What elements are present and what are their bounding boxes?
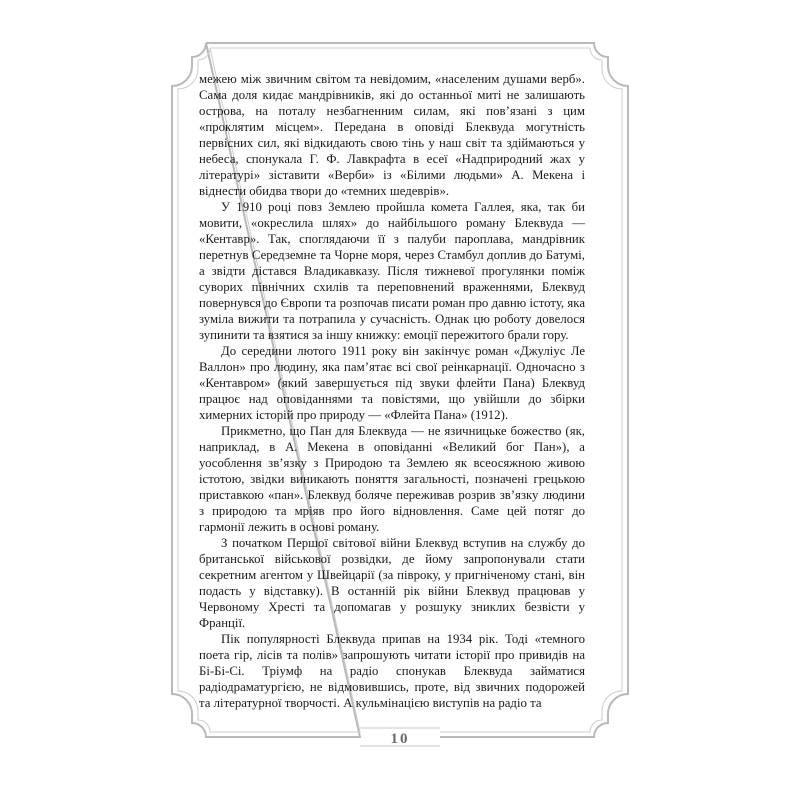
- body-text: [199, 71, 585, 711]
- paragraph: У 1910 році повз Землею пройшла комета Галлея, яка, так би мовити, «окреслила шлях» до найбільшого роману Блеквуда — «Кентавр». Так, споглядаючи її з палуби пароплава, мандрівник перетнув Середземне та Чорне моря, через Стамбул доплив до Батумі, а звідти дістався Владикавказу. Після тижневої прогулянки поміж суворих північних схилів та переповнений враженнями, Блеквуд повернувся до Європи та розпочав писати роман про давню істоту, яка зуміла вижити та потрапила у сучасність. Однак цю роботу довелося зупинити та взятися за іншу книжку: емоції пережитого брали гору.: [199, 200, 585, 342]
- paragraph: Пік популярності Блеквуда припав на 1934 рік. Тоді «темного поета гір, лісів та полів» запрошують читати історії про привидів на Бі-Бі-Сі. Тріумф на радіо спонукав Блеквуда займатися радіодраматургією, не відмовившись, проте, від звичних подорожей та літературної творчості. А кульмінацією виступів на радіо та: [199, 632, 585, 710]
- paragraph: Прикметно, що Пан для Блеквуда — не язичницьке божество (як, наприклад, в А. Мекена в оповіданні «Великий бог Пан»), а уособлення зв’язку з Природою та Землею як всеосяжною живою істотою, звідки виникають поняття загальності, позначені грецькою приставкою «пан». Блеквуд боляче переживав розрив зв’язку людини з природою та мріяв про його відновлення. Саме цей потяг до гармонії лежить в основі роману.: [199, 424, 585, 534]
- page-number: 10: [390, 731, 410, 747]
- paragraph: межею між звичним світом та невідомим, «населеним душами верб». Сама доля кидає мандрівників, які до останньої миті не залишають острова, на поталу незбагненним силам, які пов’язані з цим «проклятим місцем». Передана в оповіді Блеквуда могутність первісних сил, які відкидають свою тінь у наш світ та здіймаються у небеса, спонукала Г. Ф. Лавкрафта в есеї «Надприродний жах у літературі» зіставити «Верби» із «Білими людьми» А. Мекена і віднести обидва твори до «темних шедеврів».: [199, 72, 585, 198]
- paragraph: З початком Першої світової війни Блеквуд вступив на службу до британської військової розвідки, де йому запропонували стати секретним агентом у Швейцарії (за півроку, у пригніченому стані, він подасть у відставку). В останній рік війни Блеквуд працював у Червоному Хресті та допомагав у розшуку зниклих безвісти у Франції.: [199, 536, 585, 630]
- paragraph: До середини лютого 1911 року він закінчує роман «Джуліус Ле Валлон» про людину, яка пам’ятає всі свої реінкарнації. Одночасно з «Кентавром» (який завершується під звуки флейти Пана) Блеквуд працює над оповіданнями та повістями, що увійшли до збірки химерних історій про природу — «Флейта Пана» (1912).: [199, 344, 585, 422]
